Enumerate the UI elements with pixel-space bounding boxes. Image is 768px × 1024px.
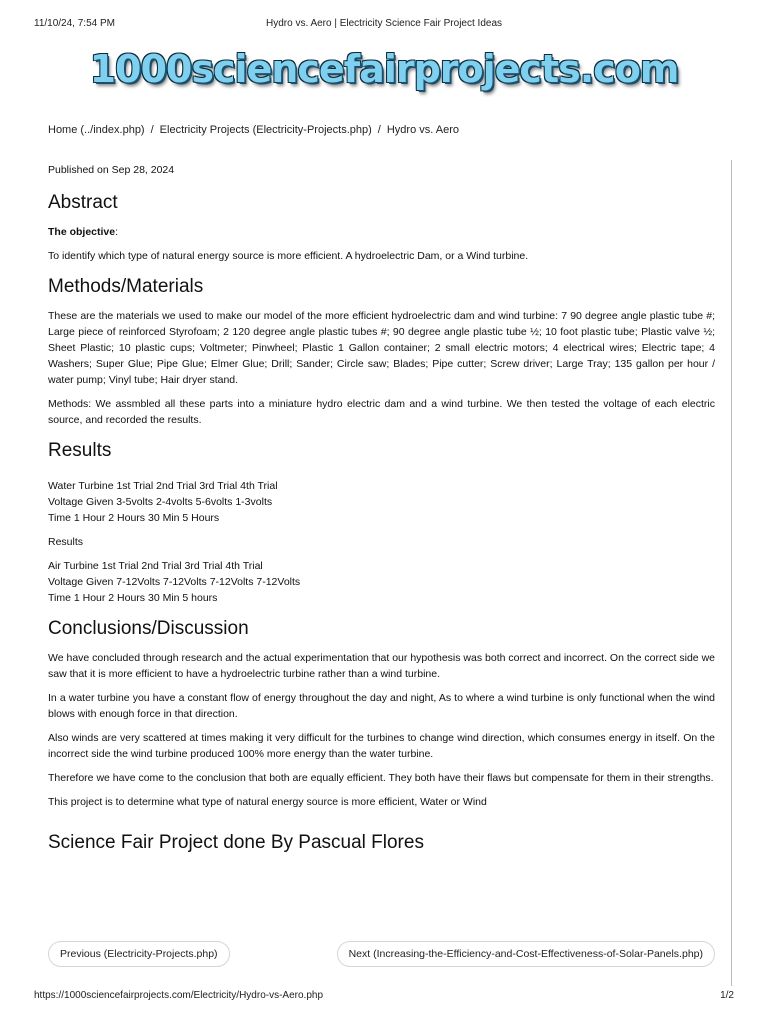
print-footer xyxy=(34,990,734,1004)
air-turbine-line: Air Turbine 1st Trial 2nd Trial 3rd Trial 4th Trial xyxy=(48,560,263,572)
print-page-title: Hydro vs. Aero | Electricity Science Fair Project Ideas xyxy=(265,18,502,29)
conclusion-paragraph: This project is to determine what type of natural energy source is more efficient, Water or Wind xyxy=(48,796,487,808)
previous-button[interactable]: Previous (Electricity-Projects.php) xyxy=(48,941,230,967)
print-header xyxy=(34,18,734,32)
conclusions-heading: Conclusions/Discussion xyxy=(48,618,249,639)
conclusion-paragraph: In a water turbine you have a constant flow of energy throughout the day and night, As to where a wind turbine is only functional when the wind blows with enough force in that direction. xyxy=(48,692,715,720)
water-time-line: Time 1 Hour 2 Hours 30 Min 5 Hours xyxy=(48,512,220,524)
project-credit: Science Fair Project done By Pascual Flores xyxy=(48,832,424,853)
objective-colon: : xyxy=(115,226,119,238)
breadcrumb xyxy=(48,124,459,136)
results-label: Results xyxy=(48,536,84,548)
pagination-nav xyxy=(48,941,715,967)
air-time-line: Time 1 Hour 2 Hours 30 Min 5 hours xyxy=(48,592,218,604)
objective-label: The objective xyxy=(48,226,116,238)
objective-label-line xyxy=(48,224,715,240)
methods-paragraph: Methods: We assmbled all these parts into a miniature hydro electric dam and a wind turbine. We then tested the voltage of each electric source, and recorded the results. xyxy=(48,398,715,426)
air-voltage-line: Voltage Given 7-12Volts 7-12Volts 7-12Volts 7-12Volts xyxy=(48,576,301,588)
materials-paragraph: These are the materials we used to make our model of the more efficient hydroelectric dam and wind turbine: 7 90 degree angle plastic tube #; Large piece of reinforced Styrofoam; 2 120 degree angle plastic tubes #; 90 degree angle plastic tube ½; 10 foot plastic tube; Plastic valve ½; Sheet Plastic; 10 plastic cups; Voltmeter; Pinwheel; Plastic 1 Gallon container; 2 small electric motors; 4 electrical wires; Electric tape; 4 Washers; Super Glue; Pipe Glue; Elmer Glue; Drill; Sander; Circle saw; Blades; Pipe cutter; Screw driver; Large Tray; 135 gallon per hour / water pump; Vinyl tube; Hair dryer stand. xyxy=(48,310,715,386)
published-date: Published on Sep 28, 2024 xyxy=(48,164,175,176)
print-url: https://1000sciencefairprojects.com/Electricity/Hydro-vs-Aero.php xyxy=(34,990,324,1001)
water-turbine-results xyxy=(48,478,715,526)
next-button[interactable]: Next (Increasing-the-Efficiency-and-Cost-Effectiveness-of-Solar-Panels.php) xyxy=(337,941,715,967)
print-page-number: 1/2 xyxy=(720,990,734,1001)
breadcrumb-separator: / xyxy=(377,124,381,136)
results-heading: Results xyxy=(48,440,112,461)
article-content xyxy=(48,162,715,854)
breadcrumb-separator: / xyxy=(150,124,154,136)
site-logo[interactable]: 1000sciencefairprojects.com xyxy=(89,47,679,91)
breadcrumb-current: Hydro vs. Aero xyxy=(386,124,459,136)
water-turbine-line: Water Turbine 1st Trial 2nd Trial 3rd Trial 4th Trial xyxy=(48,480,278,492)
methods-heading: Methods/Materials xyxy=(48,276,204,297)
conclusion-paragraph: Also winds are very scattered at times making it very difficult for the turbines to change wind direction, which consumes energy in itself. On the incorrect side the wind turbine produced 100% more energy than the water turbine. xyxy=(48,732,715,760)
air-turbine-results xyxy=(48,558,715,606)
objective-text: To identify which type of natural energy source is more efficient. A hydroelectric Dam, or a Wind turbine. xyxy=(48,250,529,262)
conclusion-paragraph: Therefore we have come to the conclusion that both are equally efficient. They both have their flaws but compensate for them in their strengths. xyxy=(48,772,714,784)
breadcrumb-electricity-link[interactable]: Electricity Projects (Electricity-Projects.php) xyxy=(159,124,372,136)
abstract-heading: Abstract xyxy=(48,192,118,213)
breadcrumb-home-link[interactable]: Home (../index.php) xyxy=(48,124,145,136)
conclusion-paragraph: We have concluded through research and the actual experimentation that our hypothesis was both correct and incorrect. On the correct side we saw that it is more efficient to have a hydroelectric turbine rather than a wind turbine. xyxy=(48,652,715,680)
print-timestamp: 11/10/24, 7:54 PM xyxy=(34,18,115,29)
scrollbar-divider xyxy=(731,160,732,986)
site-logo-container xyxy=(0,40,768,104)
water-voltage-line: Voltage Given 3-5volts 2-4volts 5-6volts 1-3volts xyxy=(48,496,273,508)
